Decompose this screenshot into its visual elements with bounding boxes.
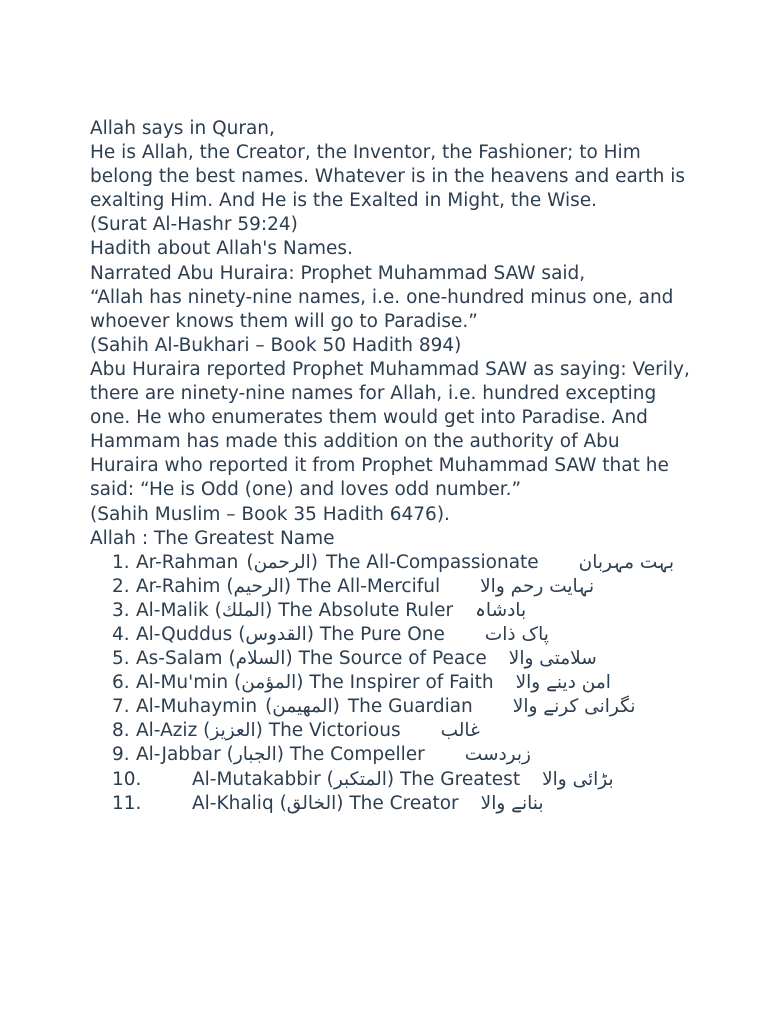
list-item <box>90 719 690 743</box>
list-item <box>90 575 690 599</box>
meaning: The All-Compassionate <box>326 551 539 573</box>
list-item <box>90 695 690 719</box>
document-page <box>90 117 690 816</box>
urdu-meaning: غالب <box>440 720 480 742</box>
urdu-meaning: امن دینے والا <box>515 672 611 694</box>
narration-quote: “Allah has ninety-nine names, i.e. one-hundred minus one, and whoever knows them will go to Paradise.” <box>90 286 674 332</box>
transliteration: Al-Muhaymin <box>136 696 258 718</box>
second-reference: (Sahih Muslim – Book 35 Hadith 6476). <box>90 503 450 525</box>
urdu-meaning: بہت مہربان <box>578 551 675 573</box>
arabic-name: (المهيمن) <box>265 696 340 718</box>
list-item <box>90 768 690 792</box>
list-item <box>90 551 690 575</box>
arabic-name: (الرحمن) <box>246 551 318 573</box>
transliteration: Al-Malik <box>136 599 209 621</box>
list-item <box>90 743 690 767</box>
transliteration: Al-Aziz <box>136 720 198 742</box>
urdu-meaning: بڑائی والا <box>542 768 614 790</box>
item-number: 7. <box>112 696 130 718</box>
arabic-name: (المتكبر) <box>326 768 395 790</box>
greatest-name-heading: Allah : The Greatest Name <box>90 527 335 549</box>
item-number: 2. <box>112 575 130 597</box>
list-item <box>90 623 690 647</box>
item-number: 8. <box>112 720 130 742</box>
arabic-name: (الملك) <box>214 599 273 621</box>
transliteration: Ar-Rahim <box>136 575 221 597</box>
meaning: The Pure One <box>319 623 445 645</box>
verse-reference: (Surat Al-Hashr 59:24) <box>90 214 298 236</box>
narration-reference: (Sahih Al-Bukhari – Book 50 Hadith 894) <box>90 334 462 356</box>
meaning: The Greatest <box>400 768 521 790</box>
list-item <box>90 671 690 695</box>
urdu-meaning: سلامتی والا <box>508 648 597 670</box>
item-number: 6. <box>112 672 130 694</box>
meaning: The Absolute Ruler <box>278 599 454 621</box>
list-item <box>90 599 690 623</box>
transliteration: Al-Jabbar <box>136 744 221 766</box>
item-number: 4. <box>112 623 130 645</box>
urdu-meaning: نگرانی کرنے والا <box>512 696 636 718</box>
item-number: 5. <box>112 648 130 670</box>
arabic-name: (العزيز) <box>203 720 263 742</box>
meaning: The Guardian <box>347 696 473 718</box>
transliteration: Al-Mutakabbir <box>192 768 321 790</box>
urdu-meaning: نہایت رحم والا <box>480 575 595 597</box>
meaning: The Source of Peace <box>298 648 487 670</box>
meaning: The Inspirer of Faith <box>309 672 494 694</box>
arabic-name: (المؤمن) <box>234 672 304 694</box>
meaning: The Victorious <box>268 720 401 742</box>
arabic-name: (القدوس) <box>238 623 314 645</box>
transliteration: Al-Mu'min <box>136 672 229 694</box>
item-number: 11. <box>112 792 142 814</box>
narration-intro: Narrated Abu Huraira: Prophet Muhammad SAW said, <box>90 262 586 284</box>
meaning: The Compeller <box>289 744 425 766</box>
list-item <box>90 792 690 816</box>
second-narration: Abu Huraira reported Prophet Muhammad SAW as saying: Verily, there are ninety-nine names for Allah, i.e. hundred excepting one. He who enumerates them would get into Paradise. And Hammam has made this addition on the authority of Abu Huraira who reported it from Prophet Muhammad SAW that he said: “He is Odd (one) and loves odd number.” <box>90 358 690 501</box>
arabic-name: (السلام) <box>228 648 293 670</box>
arabic-name: (الخالق) <box>279 792 344 814</box>
arabic-name: (الجبار) <box>226 744 284 766</box>
meaning: The Creator <box>349 792 459 814</box>
urdu-meaning: بادشاہ <box>475 599 527 621</box>
item-number: 10. <box>112 768 142 790</box>
item-number: 3. <box>112 599 130 621</box>
intro-line: Allah says in Quran, <box>90 118 275 139</box>
transliteration: Al-Khaliq <box>192 792 274 814</box>
hadith-heading: Hadith about Allah's Names. <box>90 238 353 260</box>
list-item <box>90 647 690 671</box>
item-number: 9. <box>112 744 130 766</box>
quran-verse: He is Allah, the Creator, the Inventor, the Fashioner; to Him belong the best names. Whatever is in the heavens and earth is exalting Him. And He is the Exalted in Might, the Wise. <box>90 142 686 212</box>
transliteration: Ar-Rahman <box>136 551 239 573</box>
arabic-name: (الرحيم) <box>226 575 292 597</box>
transliteration: Al-Quddus <box>136 623 233 645</box>
meaning: The All-Merciful <box>296 575 441 597</box>
urdu-meaning: پاک ذات <box>484 623 549 645</box>
urdu-meaning: بنانے والا <box>480 792 544 814</box>
item-number: 1. <box>112 551 130 573</box>
names-list <box>90 551 690 816</box>
urdu-meaning: زبردست <box>464 744 531 766</box>
transliteration: As-Salam <box>136 648 223 670</box>
